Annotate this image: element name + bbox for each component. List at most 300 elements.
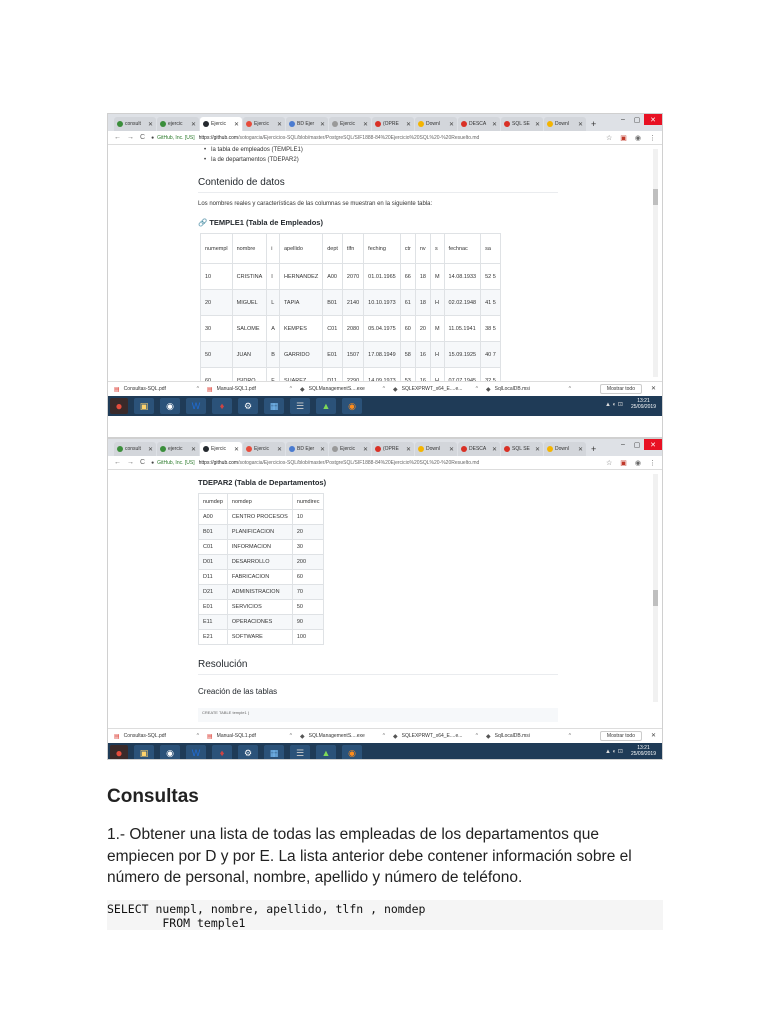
readme-article: [198, 470, 558, 722]
table-cell: C01: [323, 316, 343, 342]
code-line: SELECT nuempl, nombre, apellido, tlfn , nomdep: [107, 902, 426, 916]
table-cell: 41 5: [481, 290, 501, 316]
chevron-up-icon[interactable]: ^: [568, 386, 571, 392]
angry-bird-icon[interactable]: ●: [110, 398, 128, 414]
url-host: https://github.com: [198, 134, 239, 141]
table-cell: DESARROLLO: [227, 555, 292, 570]
network-icon[interactable]: ☰: [290, 745, 310, 760]
close-tab-icon[interactable]: ✕: [147, 121, 153, 128]
download-label: Manual-SQL1.pdf: [216, 386, 256, 392]
table-header-cell: sa: [481, 234, 501, 264]
favicon-icon: [246, 446, 252, 452]
clock[interactable]: [631, 745, 656, 757]
download-item[interactable]: [114, 386, 207, 393]
close-tab-icon[interactable]: ✕: [147, 446, 153, 453]
account-icon[interactable]: ◉: [634, 134, 641, 142]
star-icon[interactable]: ☆: [605, 134, 613, 142]
table-cell: D11: [323, 368, 343, 382]
close-tab-icon[interactable]: ✕: [577, 121, 583, 128]
chevron-up-icon[interactable]: ^: [475, 386, 478, 392]
download-label: SQLEXPRWT_x64_E....e...: [401, 386, 463, 392]
table-row: [199, 540, 324, 555]
close-tab-icon[interactable]: ✕: [405, 446, 411, 453]
minimize-icon[interactable]: –: [621, 116, 625, 123]
word-icon[interactable]: W: [186, 745, 206, 760]
browser-tabstrip: [108, 439, 662, 456]
reload-icon[interactable]: C: [140, 134, 146, 141]
tab-label: Ejercic: [340, 446, 356, 452]
firefox-icon[interactable]: ◉: [342, 745, 362, 760]
table-cell: 14.09.1973: [364, 368, 401, 382]
table-cell: H: [430, 342, 444, 368]
tray-icons[interactable]: ▲ ◐ ⊡: [605, 748, 623, 755]
table-header-row: [201, 234, 501, 264]
reload-icon[interactable]: C: [140, 459, 146, 466]
table-row: [199, 510, 324, 525]
favicon-icon: [160, 121, 166, 127]
tab-label: Downl: [555, 446, 569, 452]
download-item[interactable]: [114, 733, 207, 740]
favicon-icon: [461, 121, 467, 127]
back-icon[interactable]: ←: [114, 134, 121, 141]
menu-icon[interactable]: ⋮: [649, 459, 656, 467]
tab-label: Downl: [555, 121, 569, 127]
download-label: Manual-SQL1.pdf: [216, 733, 256, 739]
word-icon[interactable]: W: [186, 398, 206, 414]
table-cell: 1507: [342, 342, 363, 368]
browser-tab[interactable]: [329, 442, 371, 456]
tab-label: Ejercic: [254, 121, 270, 127]
favicon-icon: [547, 446, 553, 452]
chevron-up-icon[interactable]: ^: [382, 733, 385, 739]
table-cell: 17.08.1949: [364, 342, 401, 368]
table-cell: 53: [400, 368, 415, 382]
table-cell: 2290: [342, 368, 363, 382]
table-cell: KEMPES: [279, 316, 322, 342]
table-row: [199, 615, 324, 630]
lock-icon: ●: [151, 459, 155, 466]
table-cell: 2140: [342, 290, 363, 316]
browser-tab[interactable]: [286, 442, 328, 456]
browser-tab[interactable]: [243, 442, 285, 456]
firefox-icon[interactable]: ◉: [342, 398, 362, 414]
table-cell: B01: [199, 525, 228, 540]
table-cell: 10.10.1973: [364, 290, 401, 316]
question-text: 1.- Obtener una lista de todas las empleadas de los departamentos que empiecen por D y por E. La lista anterior debe contener información sobre el número de personal, nombre, apellido y número de teléfono.: [107, 826, 632, 886]
close-tab-icon[interactable]: ✕: [319, 446, 325, 453]
extension-icon[interactable]: ▣: [620, 459, 627, 467]
download-item[interactable]: [393, 733, 486, 740]
browser-tab[interactable]: [243, 117, 285, 131]
table-cell: C01: [199, 540, 228, 555]
url-path: /sotogarcia/Ejercicios-SQL/blob/master/PostgreSQL/SIF1888-84%20Ejercicio%20SQL%20-%20Resuelto.md: [238, 459, 480, 466]
minimize-icon[interactable]: –: [621, 441, 625, 448]
table-cell: H: [430, 368, 444, 382]
table-header-cell: numdep: [199, 494, 228, 510]
browser-tab[interactable]: [501, 117, 543, 131]
table-cell: 15.09.1925: [444, 342, 481, 368]
download-label: SQLManagementS....exe: [308, 386, 365, 392]
table-header-cell: nombre: [232, 234, 267, 264]
table-cell: 20: [201, 290, 233, 316]
paint-icon[interactable]: ⚙: [238, 398, 258, 414]
table-cell: INFORMACION: [227, 540, 292, 555]
installer-file-icon: ◆: [486, 733, 491, 740]
downloads-bar: [108, 728, 662, 743]
tab-label: ejercic: [168, 121, 183, 127]
download-label: SqlLocalDB.msi: [494, 386, 530, 392]
url-field[interactable]: [199, 460, 606, 466]
browser-tab[interactable]: [544, 442, 586, 456]
table-cell: E01: [323, 342, 343, 368]
scrollbar-thumb[interactable]: [653, 590, 658, 606]
paint-icon[interactable]: ⚙: [238, 745, 258, 760]
file-explorer-icon[interactable]: ▣: [134, 745, 154, 760]
browser-tab[interactable]: [544, 117, 586, 131]
download-label: Consultas-SQL.pdf: [123, 733, 166, 739]
table-cell: SALOME: [232, 316, 267, 342]
lock-icon: ●: [151, 134, 155, 141]
window-icon[interactable]: ▦: [264, 398, 284, 414]
download-item[interactable]: [207, 733, 300, 740]
installer-file-icon: ◆: [393, 733, 398, 740]
table-cell: 01.01.1965: [364, 264, 401, 290]
table-cell: SUAREZ: [279, 368, 322, 382]
pdf-file-icon: ▤: [114, 386, 120, 393]
toolbar-icons: [606, 459, 656, 467]
tab-label: Ejercic: [340, 121, 356, 127]
table-heading: TDEPAR2 (Tabla de Departamentos): [198, 478, 327, 487]
windows-taskbar: [108, 396, 662, 416]
browser-tab[interactable]: [157, 442, 199, 456]
url-field[interactable]: [199, 135, 606, 141]
table-header-cell: nomdep: [227, 494, 292, 510]
tab-label: consult: [125, 446, 141, 452]
table-cell: A: [267, 316, 280, 342]
table-header-cell: dept: [323, 234, 343, 264]
table-cell: A00: [323, 264, 343, 290]
close-icon[interactable]: ✕: [644, 114, 662, 125]
close-tab-icon[interactable]: ✕: [276, 121, 282, 128]
site-identity[interactable]: GitHub, Inc. [US]: [157, 459, 195, 466]
tab-label: Ejercic: [211, 121, 227, 127]
download-label: Consultas-SQL.pdf: [123, 386, 166, 392]
chevron-up-icon[interactable]: ^: [568, 733, 571, 739]
window-icon[interactable]: ▦: [264, 745, 284, 760]
system-tray: [605, 398, 656, 410]
menu-icon[interactable]: ⋮: [649, 134, 656, 142]
chrome-icon[interactable]: ◉: [160, 398, 180, 414]
clock-date: 25/09/2019: [630, 404, 656, 410]
favicon-icon: [461, 446, 467, 452]
download-item[interactable]: [300, 733, 393, 740]
download-list: [114, 733, 579, 740]
table-cell: 2080: [342, 316, 363, 342]
favicon-icon: [418, 446, 424, 452]
tab-list: [114, 117, 587, 131]
tdepar2-table: [198, 493, 324, 645]
intro-text: Los nombres reales y características de las columnas se muestran en la siguiente tabla:: [198, 201, 433, 207]
chrome-icon[interactable]: ◉: [160, 745, 180, 760]
network-icon[interactable]: ☰: [290, 398, 310, 414]
android-icon[interactable]: ▲: [316, 398, 336, 414]
close-tab-icon[interactable]: ✕: [577, 446, 583, 453]
favicon-icon: [418, 121, 424, 127]
table-cell: B: [267, 342, 280, 368]
favicon-icon: [547, 121, 553, 127]
tray-icons[interactable]: ▲ ◐ ⊡: [605, 401, 623, 408]
chevron-up-icon[interactable]: ^: [289, 386, 292, 392]
table-row: [199, 585, 324, 600]
table-cell: 14.08.1933: [444, 264, 481, 290]
browser-tab[interactable]: [114, 442, 156, 456]
table-cell: SERVICIOS: [227, 600, 292, 615]
table-cell: 66: [400, 264, 415, 290]
favicon-icon: [203, 121, 209, 127]
table-header-row: [199, 494, 324, 510]
browser-tab[interactable]: [329, 117, 371, 131]
table-cell: 90: [292, 615, 324, 630]
table-cell: 100: [292, 630, 324, 645]
chevron-up-icon[interactable]: ^: [196, 386, 199, 392]
browser-tab[interactable]: [157, 117, 199, 131]
browser-tab[interactable]: [501, 442, 543, 456]
table-cell: 07.07.1945: [444, 368, 481, 382]
pdf-file-icon: ▤: [207, 733, 213, 740]
download-item[interactable]: [486, 733, 579, 740]
close-tab-icon[interactable]: ✕: [233, 121, 239, 128]
favicon-icon: [160, 446, 166, 452]
show-all-button[interactable]: Mostrar todo: [600, 384, 642, 394]
tab-label: Ejercic: [254, 446, 270, 452]
chevron-up-icon[interactable]: ^: [196, 733, 199, 739]
site-identity[interactable]: GitHub, Inc. [US]: [157, 134, 195, 141]
close-tab-icon[interactable]: ✕: [405, 121, 411, 128]
anchor-link-icon[interactable]: 🔗: [198, 218, 208, 227]
chevron-up-icon[interactable]: ^: [475, 733, 478, 739]
download-item[interactable]: [300, 386, 393, 393]
url-path: /sotogarcia/Ejercicios-SQL/blob/master/PostgreSQL/SIF1888-84%20Ejercicio%20SQL%20-%20Resuelto.md: [238, 134, 480, 141]
table-row: [199, 600, 324, 615]
clock-date: 25/09/2019: [630, 751, 656, 757]
table-cell: 16: [415, 368, 430, 382]
maximize-icon[interactable]: ▢: [633, 116, 641, 124]
forward-icon[interactable]: →: [127, 459, 134, 466]
maximize-icon[interactable]: ▢: [633, 441, 641, 449]
table-cell: 70: [292, 585, 324, 600]
close-tab-icon[interactable]: ✕: [491, 446, 497, 453]
tab-label: consult: [125, 121, 141, 127]
tab-list: [114, 442, 587, 456]
table-header-cell: fechnac: [444, 234, 481, 264]
close-downloads-icon[interactable]: ✕: [650, 386, 656, 392]
close-tab-icon[interactable]: ✕: [448, 446, 454, 453]
favicon-icon: [117, 446, 123, 452]
new-tab-button[interactable]: +: [591, 444, 597, 454]
tab-label: Downl: [426, 446, 440, 452]
table-cell: 38 5: [481, 316, 501, 342]
page-content: [108, 470, 662, 728]
table-cell: 50: [201, 342, 233, 368]
favicon-icon: [375, 121, 381, 127]
system-tray: [605, 745, 656, 757]
screenshot-browser-1: [107, 113, 663, 438]
section-heading: Contenido de datos: [198, 177, 558, 193]
table-cell: GARRIDO: [279, 342, 322, 368]
download-item[interactable]: [207, 386, 300, 393]
table-cell: 52 5: [481, 264, 501, 290]
browser-tab[interactable]: [372, 117, 414, 131]
close-tab-icon[interactable]: ✕: [190, 446, 196, 453]
table-row: [201, 342, 501, 368]
subsection-heading: Creación de las tablas: [198, 687, 278, 696]
code-block-preview: CREATE TABLE temple1 (: [198, 708, 558, 722]
windows-taskbar: [108, 743, 662, 760]
browser-tab[interactable]: [458, 442, 500, 456]
close-tab-icon[interactable]: ✕: [319, 121, 325, 128]
table-row: [201, 316, 501, 342]
table-cell: H: [430, 290, 444, 316]
show-all-button[interactable]: Mostrar todo: [600, 731, 642, 741]
table-header-cell: tlfn: [342, 234, 363, 264]
downloads-bar: [108, 381, 662, 396]
table-cell: D11: [199, 570, 228, 585]
window-controls: [616, 114, 662, 125]
close-downloads-icon[interactable]: ✕: [650, 733, 656, 739]
account-icon[interactable]: ◉: [634, 459, 641, 467]
table-cell: M: [430, 264, 444, 290]
tab-label: (OPRE: [383, 446, 399, 452]
scrollbar[interactable]: [653, 474, 658, 702]
installer-file-icon: ◆: [300, 386, 305, 393]
table-header-cell: numdirec: [292, 494, 324, 510]
tab-label: ejercic: [168, 446, 183, 452]
browser-tab[interactable]: [415, 442, 457, 456]
scrollbar[interactable]: [653, 149, 658, 377]
close-icon[interactable]: ✕: [644, 439, 662, 450]
table-cell: 60: [201, 368, 233, 382]
table-cell: 20: [292, 525, 324, 540]
table-cell: 200: [292, 555, 324, 570]
table-cell: F: [267, 368, 280, 382]
file-explorer-icon[interactable]: ▣: [134, 398, 154, 414]
browser-tab[interactable]: [458, 117, 500, 131]
table-row: [199, 525, 324, 540]
close-tab-icon[interactable]: ✕: [233, 446, 239, 453]
table-cell: 32 5: [481, 368, 501, 382]
installer-file-icon: ◆: [300, 733, 305, 740]
table-cell: E01: [199, 600, 228, 615]
tab-label: DESCA: [469, 121, 487, 127]
close-tab-icon[interactable]: ✕: [491, 121, 497, 128]
code-line: FROM temple1: [107, 916, 246, 930]
browser-tabstrip: [108, 114, 662, 131]
clock[interactable]: [631, 398, 656, 410]
favicon-icon: [504, 121, 510, 127]
close-tab-icon[interactable]: ✕: [276, 446, 282, 453]
star-icon[interactable]: ☆: [605, 459, 613, 467]
app-icon[interactable]: ♦: [212, 398, 232, 414]
screenshot-browser-2: [107, 438, 663, 760]
download-label: SQLEXPRWT_x64_E....e...: [401, 733, 463, 739]
table-cell: 50: [292, 600, 324, 615]
browser-tab[interactable]: [415, 117, 457, 131]
tab-label: Ejercic: [211, 446, 227, 452]
table-cell: 58: [400, 342, 415, 368]
close-tab-icon[interactable]: ✕: [448, 121, 454, 128]
app-icon[interactable]: ♦: [212, 745, 232, 760]
document-heading: Consultas: [107, 786, 199, 807]
table-cell: CRISTINA: [232, 264, 267, 290]
url-host: https://github.com: [198, 459, 239, 466]
scrollbar-thumb[interactable]: [653, 189, 658, 205]
table-cell: 18: [415, 264, 430, 290]
page-content: [108, 145, 662, 381]
browser-tab[interactable]: [372, 442, 414, 456]
table-cell: FABRICACION: [227, 570, 292, 585]
favicon-icon: [203, 446, 209, 452]
chevron-up-icon[interactable]: ^: [382, 386, 385, 392]
address-bar: [108, 456, 662, 470]
browser-tab[interactable]: [200, 117, 242, 131]
download-item[interactable]: [393, 386, 486, 393]
address-bar: [108, 131, 662, 145]
table-cell: ISIDRO: [232, 368, 267, 382]
table-cell: PLANIFICACION: [227, 525, 292, 540]
close-tab-icon[interactable]: ✕: [362, 121, 368, 128]
favicon-icon: [117, 121, 123, 127]
table-cell: 18: [415, 290, 430, 316]
download-label: SQLManagementS....exe: [308, 733, 365, 739]
table-heading: [198, 218, 558, 227]
tab-label: (OPRE: [383, 121, 399, 127]
table-cell: B01: [323, 290, 343, 316]
browser-tab[interactable]: [200, 442, 242, 456]
table-cell: M: [430, 316, 444, 342]
bullet-list: [198, 145, 558, 165]
table-cell: 16: [415, 342, 430, 368]
pdf-file-icon: ▤: [114, 733, 120, 740]
table-cell: CENTRO PROCESOS: [227, 510, 292, 525]
table-row: [199, 555, 324, 570]
table-header-cell: apellido: [279, 234, 322, 264]
table-cell: 05.04.1975: [364, 316, 401, 342]
android-icon[interactable]: ▲: [316, 745, 336, 760]
new-tab-button[interactable]: +: [591, 119, 597, 129]
chevron-up-icon[interactable]: ^: [289, 733, 292, 739]
table-cell: JUAN: [232, 342, 267, 368]
download-item[interactable]: [486, 386, 579, 393]
back-icon[interactable]: ←: [114, 459, 121, 466]
clock-time: 13:21: [637, 398, 650, 404]
close-tab-icon[interactable]: ✕: [362, 446, 368, 453]
browser-tab[interactable]: [286, 117, 328, 131]
forward-icon[interactable]: →: [127, 134, 134, 141]
close-tab-icon[interactable]: ✕: [534, 446, 540, 453]
favicon-icon: [332, 446, 338, 452]
temple1-table: [200, 233, 501, 381]
pdf-file-icon: ▤: [207, 386, 213, 393]
extension-icon[interactable]: ▣: [620, 134, 627, 142]
angry-bird-icon[interactable]: ●: [110, 745, 128, 760]
close-tab-icon[interactable]: ✕: [534, 121, 540, 128]
browser-tab[interactable]: [114, 117, 156, 131]
table-cell: 40 7: [481, 342, 501, 368]
table-cell: OPERACIONES: [227, 615, 292, 630]
close-tab-icon[interactable]: ✕: [190, 121, 196, 128]
table-header-cell: nv: [415, 234, 430, 264]
table-cell: I: [267, 264, 280, 290]
